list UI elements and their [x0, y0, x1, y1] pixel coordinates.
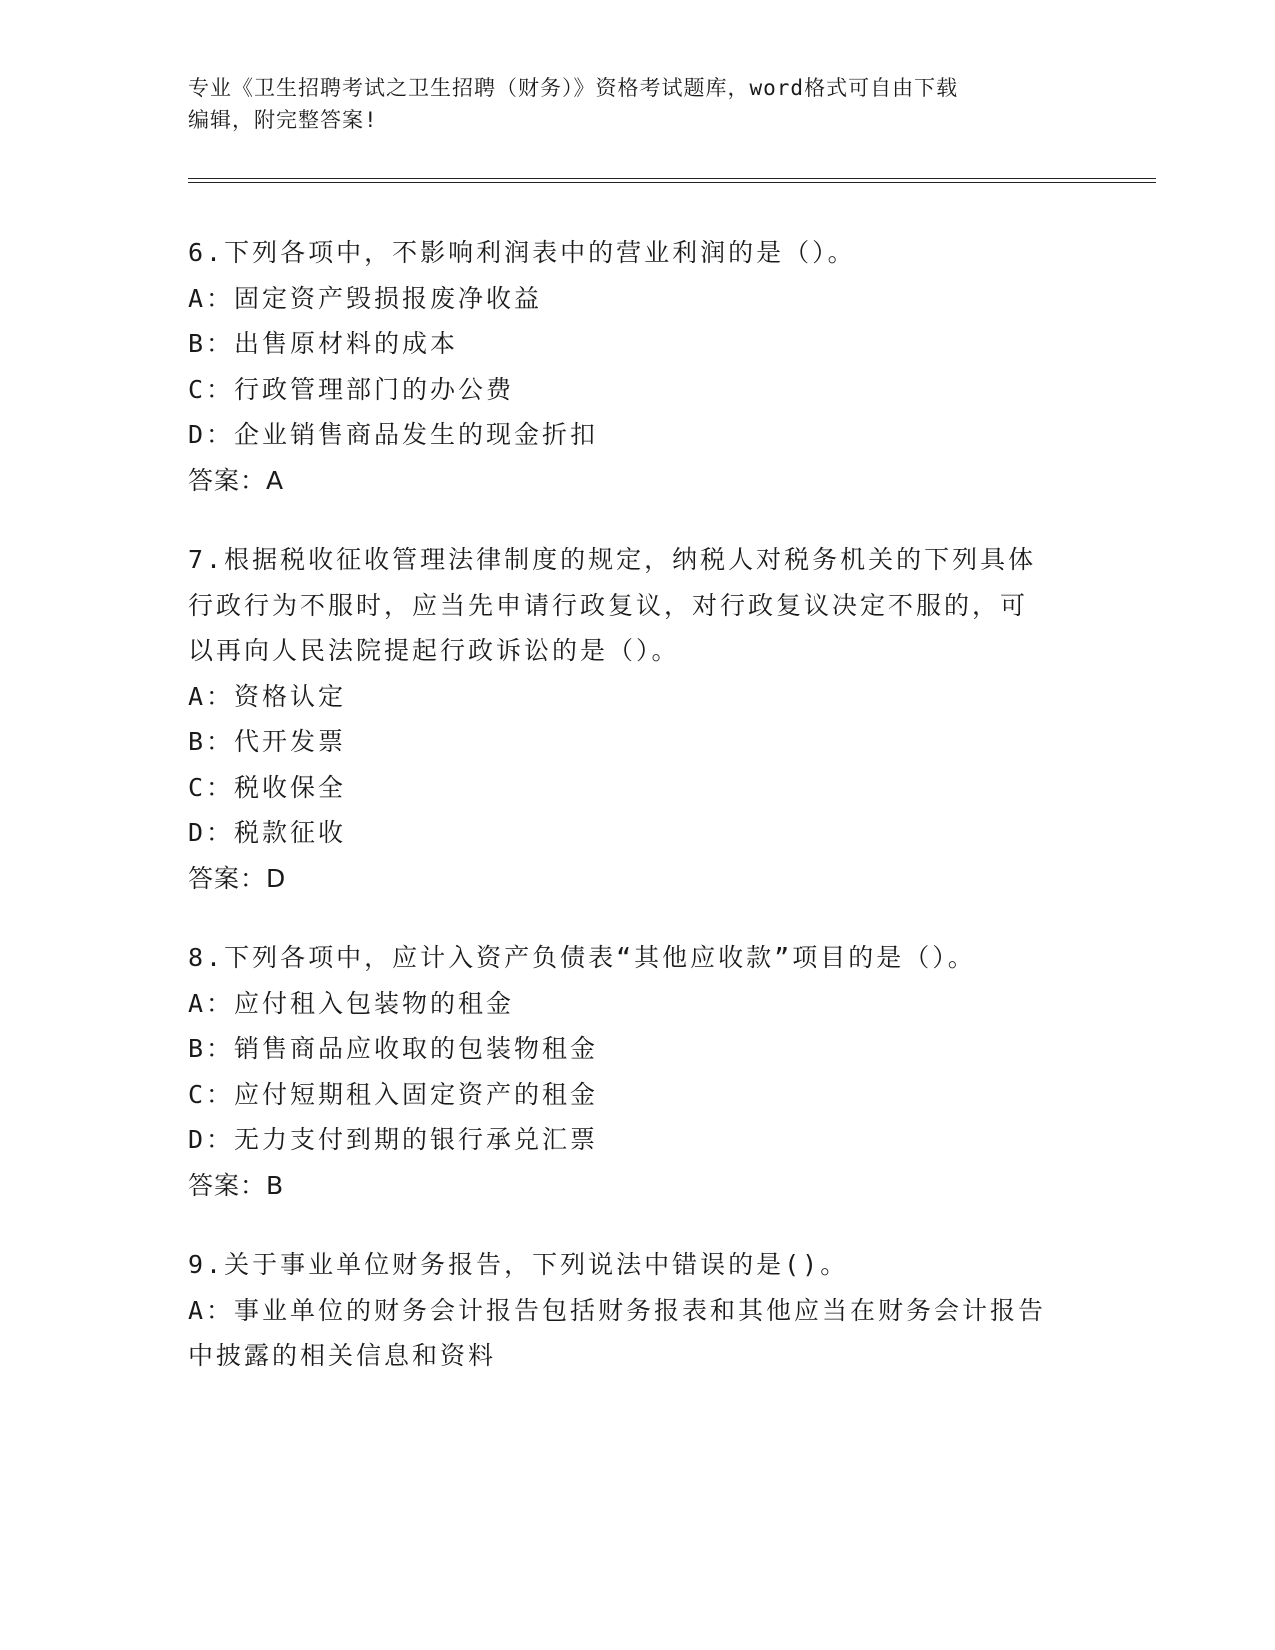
option-a: A：资格认定	[188, 681, 347, 711]
option-b: B：销售商品应收取的包装物租金	[188, 1034, 599, 1063]
option-a-continued: 中披露的相关信息和资料	[188, 1341, 497, 1370]
question-stem: 9.关于事业单位财务报告，下列说法中错误的是()。	[188, 1250, 849, 1279]
option-d: D：企业销售商品发生的现金折扣	[188, 420, 599, 449]
question-stem: 8.下列各项中，应计入资产负债表“其他应收款”项目的是（）。	[188, 943, 976, 972]
header-line-2: 编辑，附完整答案!	[188, 108, 378, 132]
option-d: D：无力支付到期的银行承兑汇票	[188, 1125, 599, 1154]
option-a: A：应付租入包装物的租金	[188, 988, 515, 1018]
question-list	[188, 230, 1088, 1413]
answer-label: 答案：D	[188, 863, 287, 893]
question-9	[188, 1242, 1088, 1379]
option-a: A：事业单位的财务会计报告包括财务报表和其他应当在财务会计报告	[188, 1295, 1047, 1325]
header-line-1: 专业《卫生招聘考试之卫生招聘（财务）》资格考试题库，word格式可自由下载	[188, 76, 959, 100]
answer-label: 答案：A	[188, 465, 285, 495]
header-divider-bottom	[188, 182, 1156, 183]
option-b: B：代开发票	[188, 727, 347, 756]
option-d: D：税款征收	[188, 818, 347, 847]
question-stem: 以再向人民法院提起行政诉讼的是（）。	[188, 636, 680, 665]
header-divider-top	[188, 178, 1156, 179]
option-c: C：行政管理部门的办公费	[188, 374, 515, 404]
answer-label: 答案：B	[188, 1170, 285, 1200]
option-a: A：固定资产毁损报废净收益	[188, 283, 543, 313]
question-stem: 行政行为不服时，应当先申请行政复议，对行政复议决定不服的，可	[188, 590, 1029, 620]
question-stem: 6.下列各项中，不影响利润表中的营业利润的是（）。	[188, 238, 856, 267]
question-6	[188, 230, 1088, 503]
question-stem: 7.根据税收征收管理法律制度的规定，纳税人对税务机关的下列具体	[188, 545, 1037, 574]
option-c: C：税收保全	[188, 772, 347, 802]
question-8	[188, 935, 1088, 1208]
option-c: C：应付短期租入固定资产的租金	[188, 1079, 599, 1109]
question-7	[188, 537, 1088, 901]
option-b: B：出售原材料的成本	[188, 329, 459, 358]
document-header	[188, 72, 1088, 136]
